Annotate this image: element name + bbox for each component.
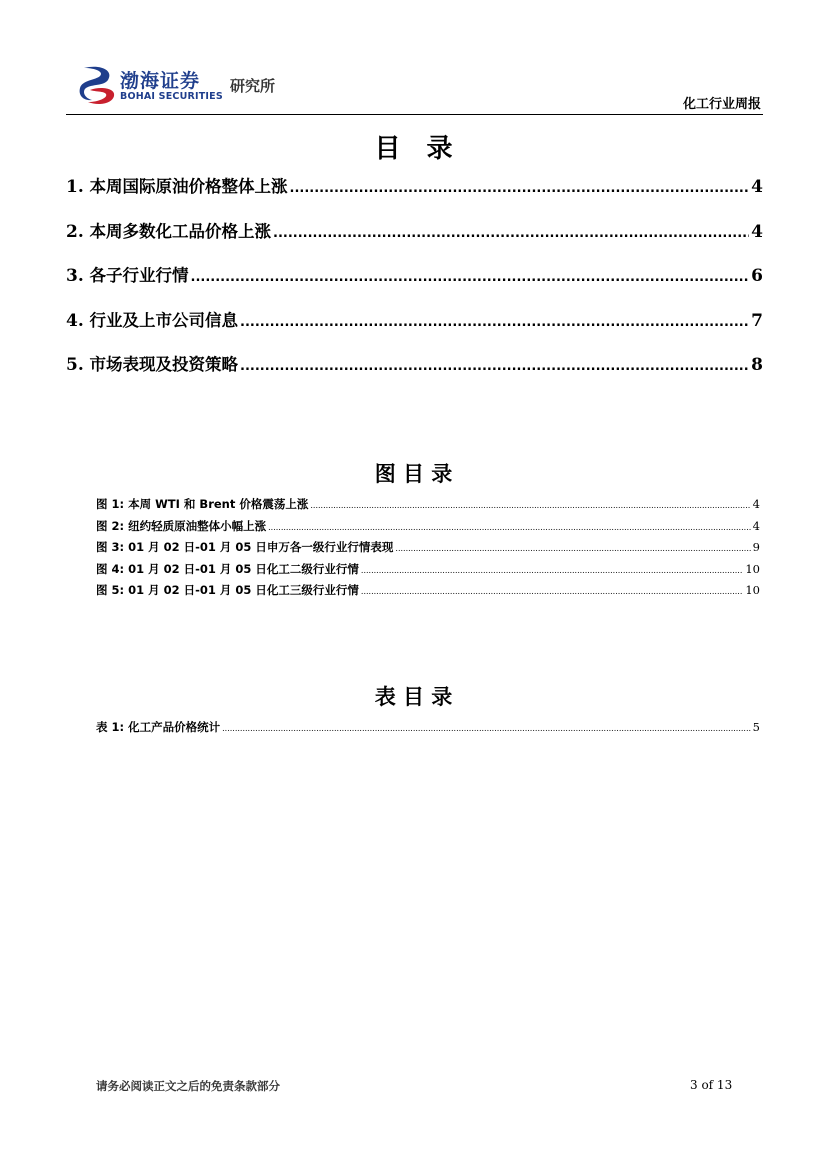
toc-title: 目 录 [374, 134, 453, 164]
tables-toc-list [96, 719, 760, 741]
toc-entry-number: 1. [66, 177, 84, 197]
figure-entry-page: 10 [745, 583, 760, 597]
toc-entry-label: 市场表现及投资策略 [89, 355, 238, 374]
header-divider [66, 114, 763, 115]
figure-entry[interactable] [96, 582, 760, 604]
toc-entry-label: 行业及上市公司信息 [89, 310, 238, 330]
figure-entry[interactable] [96, 518, 760, 540]
toc-entry-number: 4. [66, 310, 84, 331]
logo-chinese-name: 渤海证券 [120, 70, 201, 92]
page-number: 3 of 13 [690, 1078, 733, 1092]
toc-entry-number: 3. [66, 266, 84, 286]
toc-entry-page: 4 [751, 177, 763, 197]
toc-entry[interactable] [66, 307, 763, 352]
toc-entry-label: 本周国际原油价格整体上涨 [89, 177, 288, 196]
leader-dots [361, 566, 743, 575]
disclaimer-note: 请务必阅读正文之后的免责条款部分 [96, 1079, 280, 1093]
figure-entry-label: 图 3: 01 月 02 日-01 月 05 日申万各一级行业行情表现 [96, 540, 394, 554]
figure-entry[interactable] [96, 496, 760, 518]
leader-dots [310, 501, 750, 510]
toc-entry[interactable] [66, 262, 763, 307]
leader-dots [273, 226, 749, 241]
figure-entry-page: 4 [752, 518, 760, 533]
leader-dots [395, 544, 750, 553]
toc-entry-page: 6 [751, 266, 763, 286]
toc-entry-label: 本周多数化工品价格上涨 [89, 221, 271, 241]
figure-entry[interactable] [96, 539, 760, 561]
toc-entry[interactable] [66, 351, 763, 396]
toc-entry-number: 2. [66, 221, 84, 242]
figure-entry-label: 图 5: 01 月 02 日-01 月 05 日化工三级行业行情 [96, 583, 359, 597]
bohai-logo-icon [78, 64, 118, 106]
logo-english-name: BOHAI SECURITIES [120, 91, 223, 102]
toc-entry[interactable] [66, 173, 763, 218]
figure-entry-page: 9 [752, 540, 760, 554]
company-logo [78, 64, 308, 108]
leader-dots [240, 315, 749, 330]
toc-list [66, 173, 763, 396]
figure-entry-label: 图 2: 纽约轻质原油整体小幅上涨 [96, 518, 267, 533]
leader-dots [290, 181, 750, 196]
toc-entry-number: 5. [66, 355, 84, 375]
table-entry-label: 表 1: 化工产品价格统计 [96, 720, 221, 734]
toc-entry[interactable] [66, 218, 763, 263]
figure-entry-page: 4 [752, 497, 760, 511]
report-type: 化工行业周报 [682, 97, 761, 112]
leader-dots [240, 359, 749, 374]
institute-label: 研究所 [230, 77, 276, 95]
figure-entry-label: 图 1: 本周 WTI 和 Brent 价格震荡上涨 [96, 497, 309, 511]
figure-entry-label: 图 4: 01 月 02 日-01 月 05 日化工二级行业行情 [96, 561, 359, 576]
figure-entry[interactable] [96, 561, 760, 583]
table-entry-page: 5 [752, 720, 760, 734]
leader-dots [191, 270, 750, 285]
table-entry[interactable] [96, 719, 760, 741]
figures-toc-list [96, 496, 760, 604]
toc-entry-page: 8 [751, 355, 763, 375]
toc-entry-label: 各子行业行情 [89, 266, 189, 285]
figure-entry-page: 10 [745, 561, 760, 576]
toc-entry-page: 7 [751, 310, 763, 331]
toc-entry-page: 4 [751, 221, 763, 242]
leader-dots [268, 523, 751, 532]
leader-dots [361, 587, 743, 596]
leader-dots [222, 724, 751, 733]
figures-toc-title: 图 目 录 [374, 462, 453, 486]
tables-toc-title: 表 目 录 [374, 685, 453, 709]
